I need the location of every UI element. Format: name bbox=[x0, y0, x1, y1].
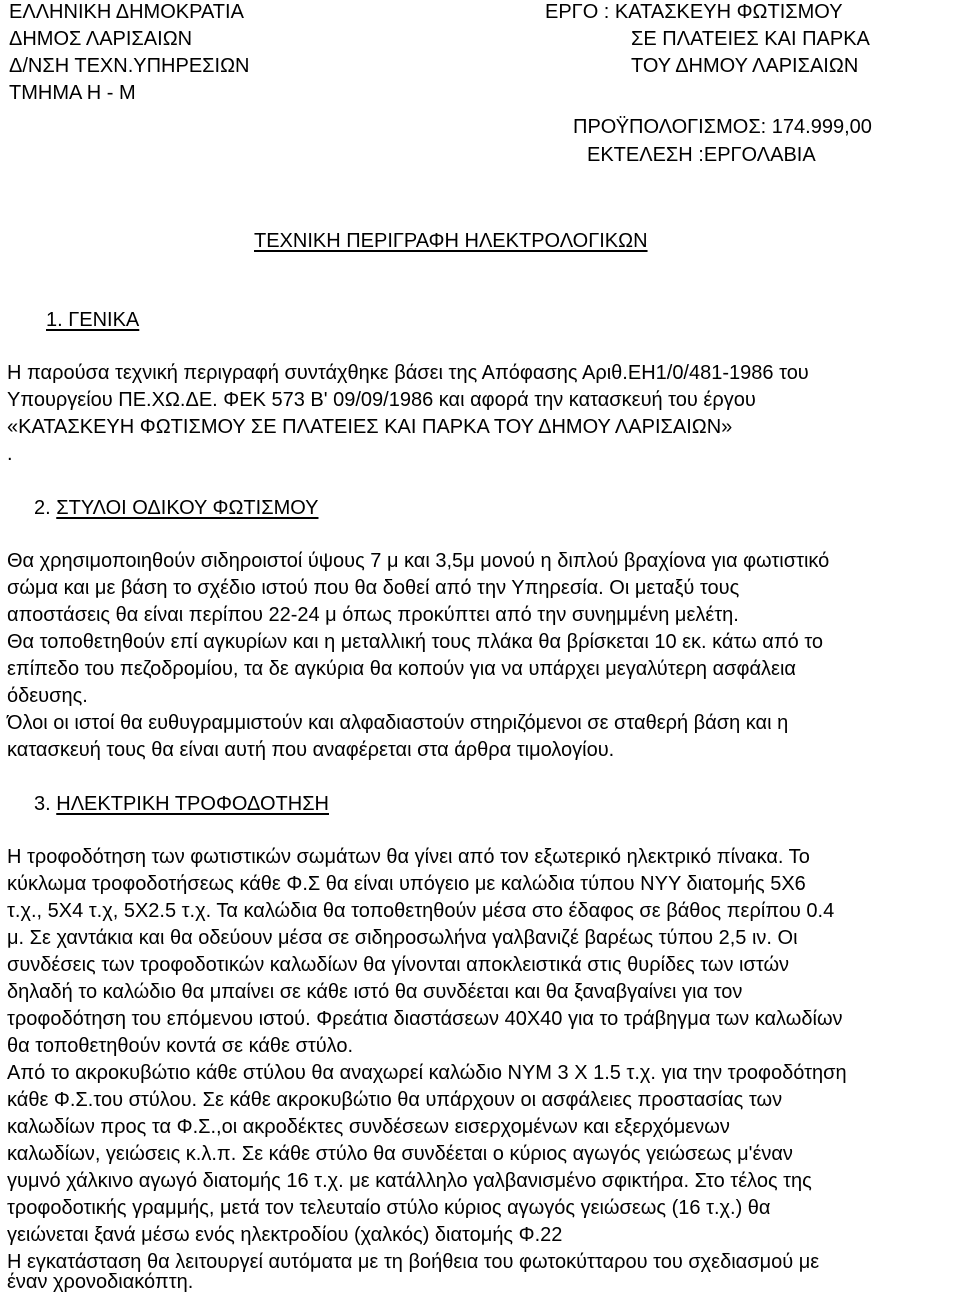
section-2-paragraph-line: σώμα και με βάση το σχέδιο ιστού που θα δοθεί από την Υπηρεσία. Οι μεταξύ τους bbox=[7, 577, 740, 599]
section-2-paragraph-line: Όλοι οι ιστοί θα ευθυγραμμιστούν και αλφαδιαστούν στηριζόμενοι σε σταθερή βάση και η bbox=[7, 712, 789, 734]
header-right-line: ΤΟΥ ΔΗΜΟΥ ΛΑΡΙΣΑΙΩΝ bbox=[631, 55, 859, 77]
section-3-title: ΗΛΕΚΤΡΙΚΗ ΤΡΟΦΟΔΟΤΗΣΗ bbox=[56, 793, 329, 815]
section-2-number: 2. bbox=[34, 497, 57, 519]
section-3-paragraph-line: γειώνεται ξανά μέσω ενός ηλεκτροδίου (χαλκός) διατομής Φ.22 bbox=[7, 1224, 563, 1246]
section-3-paragraph-line: τ.χ., 5Χ4 τ.χ, 5Χ2.5 τ.χ. Τα καλώδια θα τοποθετηθούν μέσα στο έδαφος σε βάθος περίπου 0.4 bbox=[7, 900, 835, 922]
section-2-heading bbox=[34, 496, 318, 520]
section-2-paragraph-line: Θα χρησιμοποιηθούν σιδηροιστοί ύψους 7 μ και 3,5μ μονού η διπλού βραχίονα για φωτιστικό bbox=[7, 550, 830, 572]
section-1-paragraph-line: . bbox=[7, 443, 13, 465]
section-3-paragraph-line: συνδέσεις των τροφοδοτικών καλωδίων θα γίνονται αποκλειστικά στις θυρίδες των ιστών bbox=[7, 954, 790, 976]
section-1-paragraph-line: «ΚΑΤΑΣΚΕΥΗ ΦΩΤΙΣΜΟΥ ΣΕ ΠΛΑΤΕΙΕΣ ΚΑΙ ΠΑΡΚΑ ΤΟΥ ΔΗΜΟΥ ΛΑΡΙΣΑΙΩΝ» bbox=[7, 416, 733, 438]
section-3-paragraph-line: Από το ακροκυβώτιο κάθε στύλου θα αναχωρεί καλώδιο ΝΥΜ 3 Χ 1.5 τ.χ. για την τροφοδότηση bbox=[7, 1062, 847, 1084]
section-3-paragraph-line: Η εγκατάσταση θα λειτουργεί αυτόματα με τη βοήθεια του φωτοκύτταρου του σχεδιασμού με bbox=[7, 1251, 820, 1273]
section-3-paragraph-line: γυμνό χάλκινο αγωγό διατομής 16 τ.χ. με κατάλληλο γαλβανισμένο σφικτήρα. Στο τέλος της bbox=[7, 1170, 812, 1192]
section-2-paragraph-line: αποστάσεις θα είναι περίπου 22-24 μ όπως προκύπτει από την συνημμένη μελέτη. bbox=[7, 604, 739, 626]
section-3-number: 3. bbox=[34, 793, 57, 815]
header-left-line: ΔΗΜΟΣ ΛΑΡΙΣΑΙΩΝ bbox=[9, 28, 193, 50]
section-3-paragraph-line: δηλαδή το καλώδιο θα μπαίνει σε κάθε ιστό θα συνδέεται και θα ξαναβγαίνει για τον bbox=[7, 981, 743, 1003]
execution-line: ΕΚΤΕΛΕΣΗ :ΕΡΓΟΛΑΒΙΑ bbox=[587, 144, 816, 166]
section-3-paragraph-line: μ. Σε χαντάκια και θα οδεύουν μέσα σε σιδηροσωλήνα γαλβανιζέ βαρέως τύπου 2,5 ιν. Οι bbox=[7, 927, 798, 949]
header-left-line: ΤΜΗΜΑ Η - Μ bbox=[9, 82, 136, 104]
section-3-paragraph-line: καλωδίων, γειώσεις κ.λ.π. Σε κάθε στύλο θα συνδέεται ο κύριος αγωγός γειώσεως μ'έναν bbox=[7, 1143, 793, 1165]
section-3-paragraph-line: καλωδίων προς τα Φ.Σ.,οι ακροδέκτες συνδέσεων εισερχομένων και εξερχόμενων bbox=[7, 1116, 730, 1138]
section-2-title: ΣΤΥΛΟΙ ΟΔΙΚΟΥ ΦΩΤΙΣΜΟΥ bbox=[56, 497, 319, 519]
section-1-paragraph-line: Η παρούσα τεχνική περιγραφή συντάχθηκε βάσει της Απόφασης Αριθ.ΕΗ1/0/481-1986 του bbox=[7, 362, 809, 384]
section-3-paragraph-line: Η τροφοδότηση των φωτιστικών σωμάτων θα γίνει από τον εξωτερικό ηλεκτρικό πίνακα. Το bbox=[7, 846, 810, 868]
section-1-paragraph-line: Υπουργείου ΠΕ.ΧΩ.ΔΕ. ΦΕΚ 573 Β' 09/09/1986 και αφορά την κατασκευή του έργου bbox=[7, 389, 756, 411]
section-3-paragraph-line: θα τοποθετηθούν κοντά σε κάθε στύλο. bbox=[7, 1035, 354, 1057]
header-right-line: ΕΡΓΟ : ΚΑΤΑΣΚΕΥΗ ΦΩΤΙΣΜΟΥ bbox=[545, 1, 843, 23]
section-3-paragraph-line: κύκλωμα τροφοδοτήσεως κάθε Φ.Σ θα είναι υπόγειο με καλώδια τύπου ΝΥΥ διατομής 5Χ6 bbox=[7, 873, 806, 895]
header-left-line: ΕΛΛΗΝΙΚΗ ΔΗΜΟΚΡΑΤΙΑ bbox=[9, 1, 244, 23]
section-1-heading: 1. ΓΕΝΙΚΑ bbox=[46, 309, 140, 331]
header-right-line: ΣΕ ΠΛΑΤΕΙΕΣ ΚΑΙ ΠΑΡΚΑ bbox=[631, 28, 870, 50]
section-3-paragraph-line: έναν χρονοδιακόπτη. bbox=[7, 1271, 194, 1293]
section-3-heading bbox=[34, 792, 329, 816]
section-3-paragraph-line: τροφοδοτικής γραμμής, μετά τον τελευταίο στύλο κύριος αγωγός γειώσεως (16 τ.χ.) θα bbox=[7, 1197, 771, 1219]
document-title: ΤΕΧΝΙΚΗ ΠΕΡΙΓΡΑΦΗ ΗΛΕΚΤΡΟΛΟΓΙΚΩΝ bbox=[254, 230, 648, 252]
section-2-paragraph-line: επίπεδο του πεζοδρομίου, τα δε αγκύρια θα κοπούν για να υπάρχει μεγαλύτερη ασφάλεια bbox=[7, 658, 796, 680]
section-3-paragraph-line: κάθε Φ.Σ.του στύλου. Σε κάθε ακροκυβώτιο θα υπάρχουν οι ασφάλειες προστασίας των bbox=[7, 1089, 783, 1111]
section-2-paragraph-line: κατασκευή τους θα είναι αυτή που αναφέρεται στα άρθρα τιμολογίου. bbox=[7, 739, 615, 761]
section-2-paragraph-line: όδευσης. bbox=[7, 685, 88, 707]
header-left-line: Δ/ΝΣΗ ΤΕΧΝ.ΥΠΗΡΕΣΙΩΝ bbox=[9, 55, 250, 77]
budget-line: ΠΡΟΫΠΟΛΟΓΙΣΜΟΣ: 174.999,00 bbox=[573, 116, 872, 138]
section-2-paragraph-line: Θα τοποθετηθούν επί αγκυρίων και η μεταλλική τους πλάκα θα βρίσκεται 10 εκ. κάτω από το bbox=[7, 631, 824, 653]
section-3-paragraph-line: τροφοδότηση του επόμενου ιστού. Φρεάτια διαστάσεων 40Χ40 για το τράβηγμα των καλωδίων bbox=[7, 1008, 843, 1030]
